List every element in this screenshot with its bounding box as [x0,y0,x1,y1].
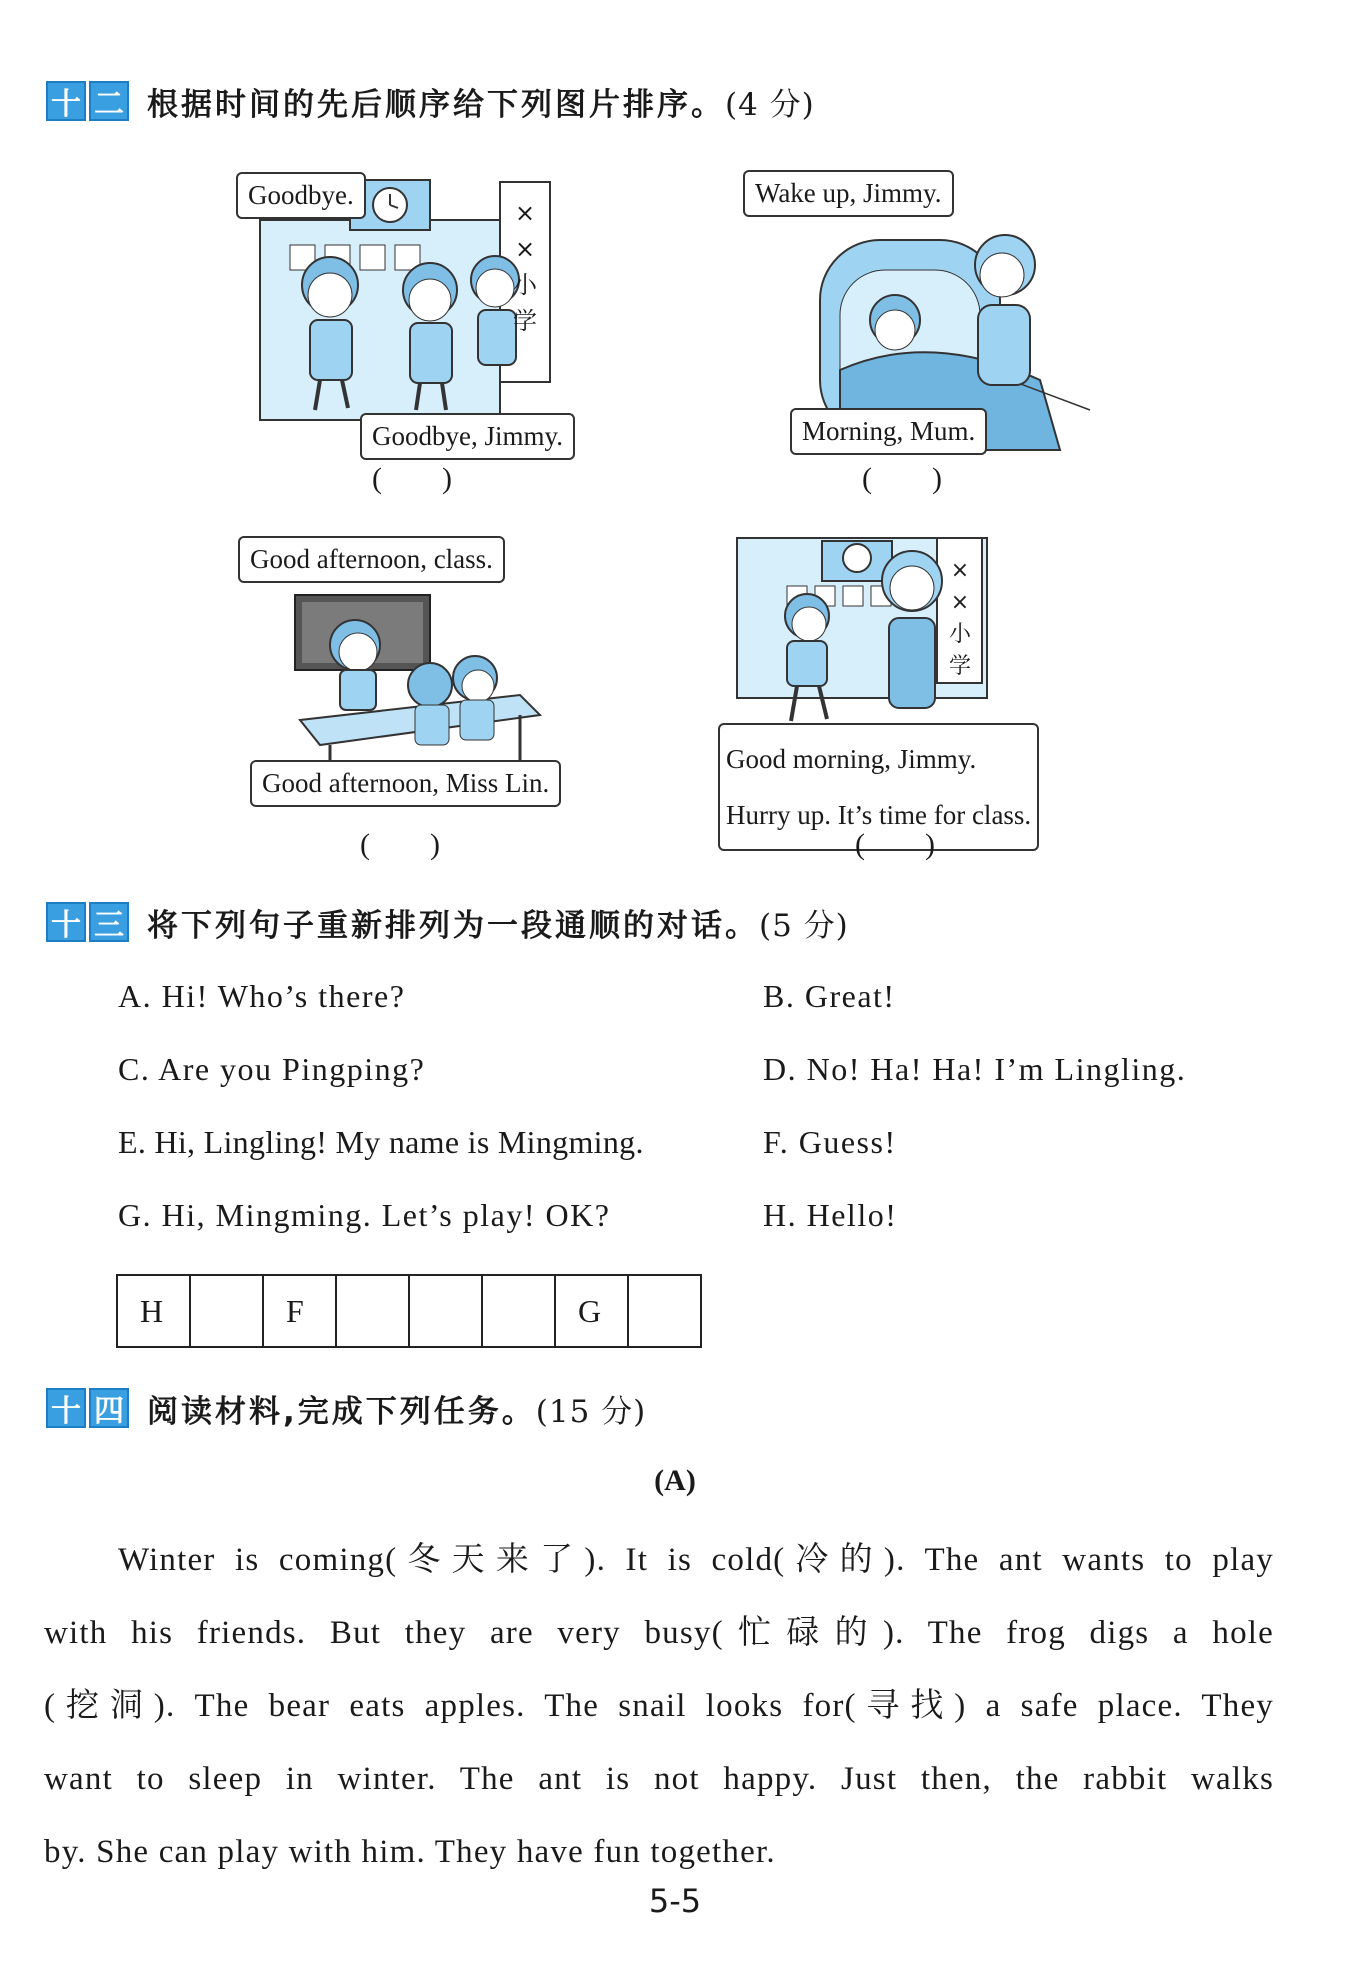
option-c: C. Are you Pingping? [118,1051,426,1087]
option-f: F. Guess! [763,1124,897,1160]
sign-char: × [514,199,536,227]
option-b: B. Great! [763,978,896,1014]
order-cell[interactable] [336,1275,409,1347]
speech-bubble-wake-up: Wake up, Jimmy. [743,170,954,217]
section-13-score: (5 分) [759,907,849,944]
section-13-badge [46,902,129,942]
reading-passage [44,1530,1274,1895]
section-13-title [147,900,849,945]
sign-char: × [950,590,970,615]
answer-blank-1[interactable]: ( ) [372,462,452,495]
answer-blank-2[interactable]: ( ) [862,462,942,495]
order-cell[interactable] [628,1275,701,1347]
section-14-badge [46,1388,129,1428]
picture-1-sign [505,195,545,339]
speech-bubble-morning-mum: Morning, Mum. [790,408,987,455]
sign-char: 学 [948,654,971,679]
picture-classroom-illustration [290,590,550,770]
answer-blank-4[interactable]: ( ) [855,828,935,861]
badge-char: 十 [46,1388,86,1428]
option-e: E. Hi, Lingling! My name is Mingming. [118,1124,644,1160]
option-g: G. Hi, Mingming. Let’s play! OK? [118,1197,611,1233]
section-14-title [147,1386,646,1431]
section-13-title-text: 将下列句子重新排列为一段通顺的对话。 [147,907,759,944]
answer-order-table [116,1274,702,1348]
passage-line: with his friends. But they are very busy(忙碌的). The frog digs a hole [44,1615,1274,1651]
passage-line: by. She can play with him. They have fun together. [44,1834,776,1870]
sign-char: 学 [513,307,537,335]
answer-blank-3[interactable]: ( ) [360,828,440,861]
sign-char: × [514,235,536,263]
passage-line: want to sleep in winter. The ant is not happy. Just then, the rabbit walks [44,1761,1274,1797]
bubble-line: Good morning, Jimmy. [726,744,977,774]
section-14-header [46,1386,646,1430]
section-14-title-text: 阅读材料,完成下列任务。 [147,1393,536,1430]
answer-order-row [117,1275,701,1347]
bubble-line: Hurry up. It’s time for class. [726,800,1032,830]
passage-line: Winter is coming(冬天来了). It is cold(冷的). The ant wants to play [118,1542,1274,1578]
section-14-score: (15 分) [535,1393,647,1430]
badge-char: 二 [89,81,129,121]
badge-char: 四 [89,1388,129,1428]
badge-char: 三 [89,902,129,942]
order-cell[interactable]: H [117,1275,190,1347]
badge-char: 十 [46,902,86,942]
passage-line: (挖洞). The bear eats apples. The snail looks for(寻找) a safe place. They [44,1688,1274,1724]
option-a: A. Hi! Who’s there? [118,978,406,1014]
sign-char: 小 [513,271,537,299]
badge-char: 十 [46,81,86,121]
section-12-score: (4 分) [725,86,815,123]
option-h: H. Hello! [763,1197,898,1233]
sign-char: 小 [948,622,971,647]
order-cell[interactable]: F [263,1275,336,1347]
option-d: D. No! Ha! Ha! I’m Lingling. [763,1051,1187,1087]
order-cell[interactable] [482,1275,555,1347]
order-cell[interactable] [409,1275,482,1347]
section-12-title [147,79,815,124]
sign-char: × [950,558,970,583]
section-12-header [46,79,815,123]
speech-bubble-goodbye-jimmy: Goodbye, Jimmy. [360,413,575,460]
section-12-badge [46,81,129,121]
section-13-header [46,900,849,944]
speech-bubble-goodbye: Goodbye. [236,172,366,219]
page-number: 5-5 [648,1882,702,1920]
order-cell[interactable]: G [555,1275,628,1347]
section-12-title-text: 根据时间的先后顺序给下列图片排序。 [147,86,725,123]
speech-bubble-good-afternoon-class: Good afternoon, class. [238,536,505,583]
speech-bubble-good-afternoon-miss-lin: Good afternoon, Miss Lin. [250,760,561,807]
order-cell[interactable] [190,1275,263,1347]
passage-part-label: (A) [654,1464,696,1497]
picture-4-sign [940,555,980,683]
